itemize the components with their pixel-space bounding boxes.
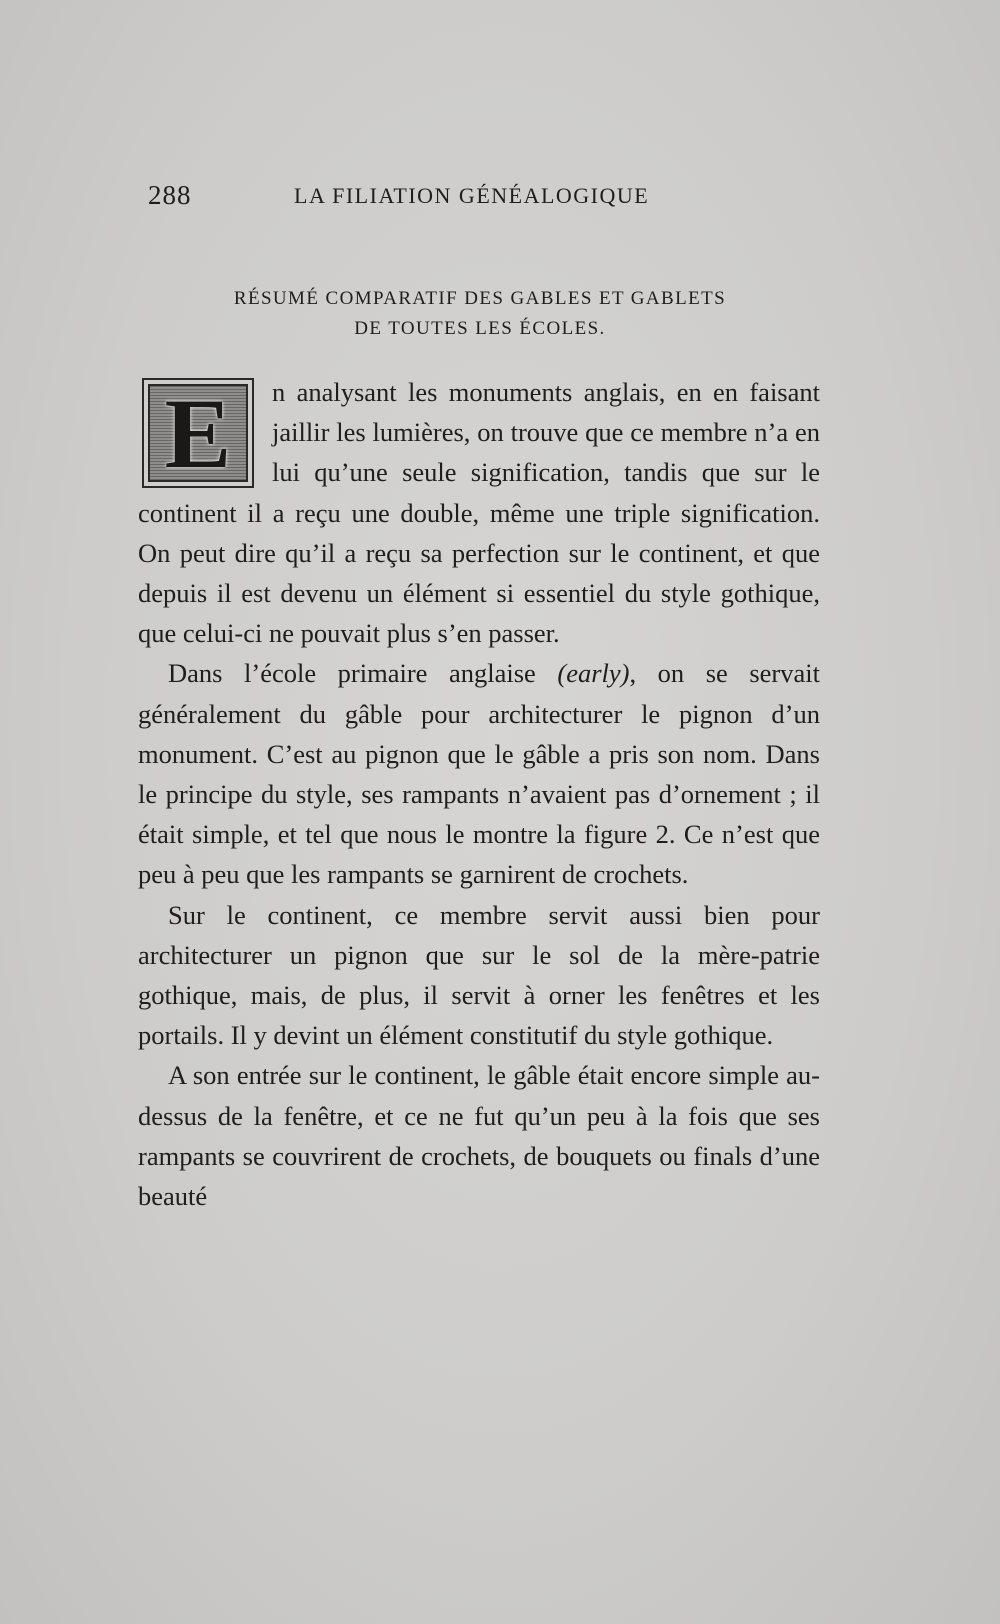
drop-cap-letter: E — [164, 378, 232, 489]
section-heading — [160, 284, 800, 344]
running-title: LA FILIATION GÉNÉALOGIQUE — [294, 183, 650, 208]
paragraph-3-text: Sur le continent, ce membre servit aussi bien pour architecturer un pignon que sur le sol de la mère-patrie gothique, mais, de plus, il servit à orner les fenêtres et les portails. Il y devint un élément constitutif du style gothique. — [138, 899, 820, 1051]
section-heading-line-1: RÉSUMÉ COMPARATIF DES GABLES ET GABLETS — [233, 288, 727, 309]
body-text — [138, 372, 820, 1216]
paragraph-2-text-end: , on se servait généralement du gâble pour architecturer le pignon d’un monument. C’est au pignon que le gâble a pris son nom. Dans le principe du style, ses rampants n’avaient pas d’ornement ; il était simple, et tel que nous le montre la figure 2. Ce n’est que peu à peu que les rampants se garnirent de crochets. — [138, 658, 820, 890]
paragraph-4-text: A son entrée sur le continent, le gâble était encore simple au-dessus de la fenêtre, et ce ne fut qu’un peu à la fois que ses rampants se couvrirent de crochets, de bouquets ou finals d’une beauté — [138, 1060, 820, 1212]
page-number: 288 — [148, 180, 192, 210]
drop-cap-ornament — [142, 378, 254, 488]
paragraph-1 — [138, 372, 820, 653]
paragraph-2-italic-term: (early) — [557, 658, 630, 689]
paragraph-1-text: n analysant les monuments anglais, en en faisant jaillir les lumières, on trouve que ce membre n’a en lui qu’une seule signification, tandis que sur le continent il a reçu une double, même une triple signification. On peut dire qu’il a reçu sa perfection sur le continent, et que depuis il est devenu un élément si essentiel du style gothique, que celui-ci ne pouvait plus s’en passer. — [138, 377, 820, 649]
section-heading-line-2: DE TOUTES LES ÉCOLES. — [354, 318, 606, 339]
paragraph-4 — [138, 1055, 820, 1216]
paragraph-3 — [138, 895, 820, 1056]
running-head — [148, 180, 708, 220]
paragraph-2 — [138, 653, 820, 894]
paragraph-2-text-start: Dans l’école primaire anglaise — [168, 658, 558, 689]
